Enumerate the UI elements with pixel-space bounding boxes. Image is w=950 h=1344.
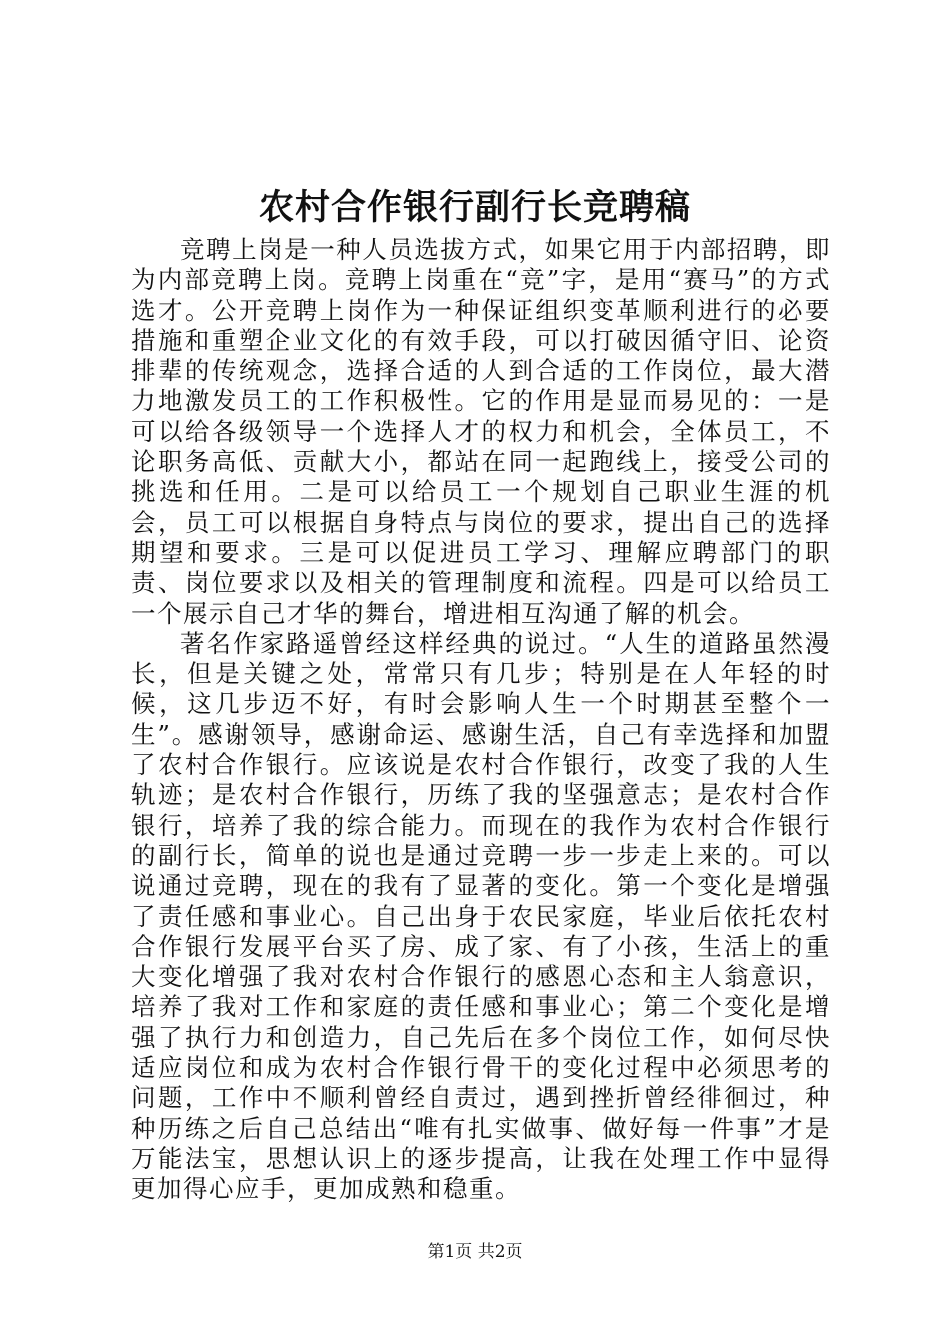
document-title: 农村合作银行副行长竞聘稿 — [258, 187, 691, 228]
document-body — [131, 235, 831, 1205]
paragraph-1: 竞聘上岗是一种人员选拔方式，如果它用于内部招聘，即为内部竞聘上岗。竞聘上岗重在“竞”字，是用“赛马”的方式选才。公开竞聘上岗作为一种保证组织变革顺利进行的必要措施和重塑企业文化的有效手段，可以打破因循守旧、论资排辈的传统观念，选择合适的人到合适的工作岗位，最大潜力地激发员工的工作积极性。它的作用是显而易见的：一是可以给各级领导一个选择人才的权力和机会，全体员工，不论职务高低、贡献大小，都站在同一起跑线上，接受公司的挑选和任用。二是可以给员工一个规划自己职业生涯的机会，员工可以根据自身特点与岗位的要求，提出自己的选择期望和要求。三是可以促进员工学习、理解应聘部门的职责、岗位要求以及相关的管理制度和流程。四是可以给员工一个展示自己才华的舞台，增进相互沟通了解的机会。 — [131, 235, 831, 628]
page-number-footer: 第1页 共2页 — [427, 1242, 523, 1262]
paragraph-2: 著名作家路遥曾经这样经典的说过。“人生的道路虽然漫长，但是关键之处，常常只有几步；特别是在人年轻的时候，这几步迈不好，有时会影响人生一个时期甚至整个一生”。感谢领导，感谢命运、感谢生活，自己有幸选择和加盟了农村合作银行。应该说是农村合作银行，改变了我的人生轨迹；是农村合作银行，历练了我的坚强意志；是农村合作银行，培养了我的综合能力。而现在的我作为农村合作银行的副行长，简单的说也是通过竞聘一步一步走上来的。可以说通过竞聘，现在的我有了显著的变化。第一个变化是增强了责任感和事业心。自己出身于农民家庭，毕业后依托农村合作银行发展平台买了房、成了家、有了小孩，生活上的重大变化增强了我对农村合作银行的感恩心态和主人翁意识，培养了我对工作和家庭的责任感和事业心；第二个变化是增强了执行力和创造力，自己先后在多个岗位工作，如何尽快适应岗位和成为农村合作银行骨干的变化过程中必须思考的问题，工作中不顺利曾经自责过，遇到挫折曾经徘徊过，种种历练之后自己总结出“唯有扎实做事、做好每一件事”才是万能法宝，思想认识上的逐步提高，让我在处理工作中显得更加得心应手，更加成熟和稳重。 — [131, 628, 831, 1204]
